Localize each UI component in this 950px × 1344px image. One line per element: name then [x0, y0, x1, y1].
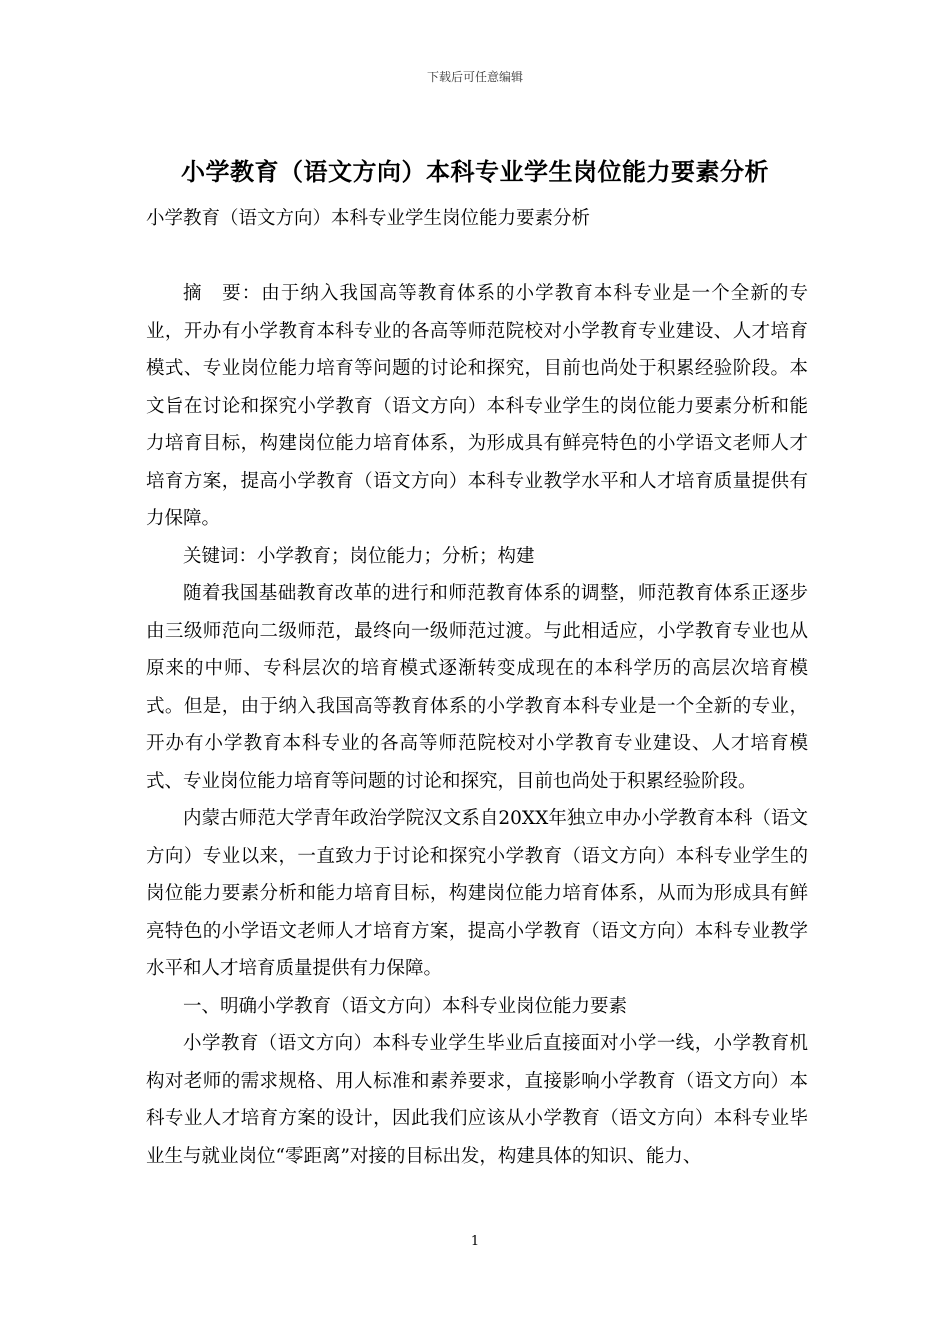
- page-number: 1: [470, 1234, 480, 1249]
- body-paragraph: 小学教育（语文方向）本科专业学生毕业后直接面对小学一线，小学教育机构对老师的需求规格、用人标准和素养要求，直接影响小学教育（语文方向）本科专业人才培育方案的设计，因此我们应该从小学教育（语文方向）本科专业毕业生与就业岗位“零距离”对接的目标出发，构建具体的知识、能力、: [146, 1033, 808, 1167]
- body-paragraph: 内蒙古师范大学青年政治学院汉文系自20XX年独立申办小学教育本科（语文方向）专业以来，一直致力于讨论和探究小学教育（语文方向）本科专业学生的岗位能力要素分析和能力培育目标，构建岗位能力培育体系，从而为形成具有鲜亮特色的小学语文老师人才培育方案，提高小学教育（语文方向）本科专业教学水平和人才培育质量提供有力保障。: [146, 808, 808, 979]
- header-note: 下载后可任意编辑: [426, 70, 523, 84]
- document-title: 小学教育（语文方向）本科专业学生岗位能力要素分析: [181, 158, 769, 186]
- document-body: [146, 200, 808, 1175]
- abstract-paragraph: 摘 要：由于纳入我国高等教育体系的小学教育本科专业是一个全新的专业，开办有小学教育本科专业的各高等师范院校对小学教育专业建设、人才培育模式、专业岗位能力培育等问题的讨论和探究，目前也尚处于积累经验阶段。本文旨在讨论和探究小学教育（语文方向）本科专业学生的岗位能力要素分析和能力培育目标，构建岗位能力培育体系，为形成具有鲜亮特色的小学语文老师人才培育方案，提高小学教育（语文方向）本科专业教学水平和人才培育质量提供有力保障。: [146, 283, 808, 529]
- section-heading: 一、明确小学教育（语文方向）本科专业岗位能力要素: [183, 995, 628, 1017]
- keywords-paragraph: 关键词：小学教育；岗位能力；分析；构建: [183, 545, 535, 567]
- body-paragraph: 随着我国基础教育改革的进行和师范教育体系的调整，师范教育体系正逐步由三级师范向二级师范，最终向一级师范过渡。与此相适应，小学教育专业也从原来的中师、专科层次的培育模式逐渐转变成现在的本科学历的高层次培育模式。但是，由于纳入我国高等教育体系的小学教育本科专业是一个全新的专业，开办有小学教育本科专业的各高等师范院校对小学教育专业建设、人才培育模式、专业岗位能力培育等问题的讨论和探究，目前也尚处于积累经验阶段。: [146, 583, 808, 792]
- document-subtitle: 小学教育（语文方向）本科专业学生岗位能力要素分析: [146, 208, 591, 229]
